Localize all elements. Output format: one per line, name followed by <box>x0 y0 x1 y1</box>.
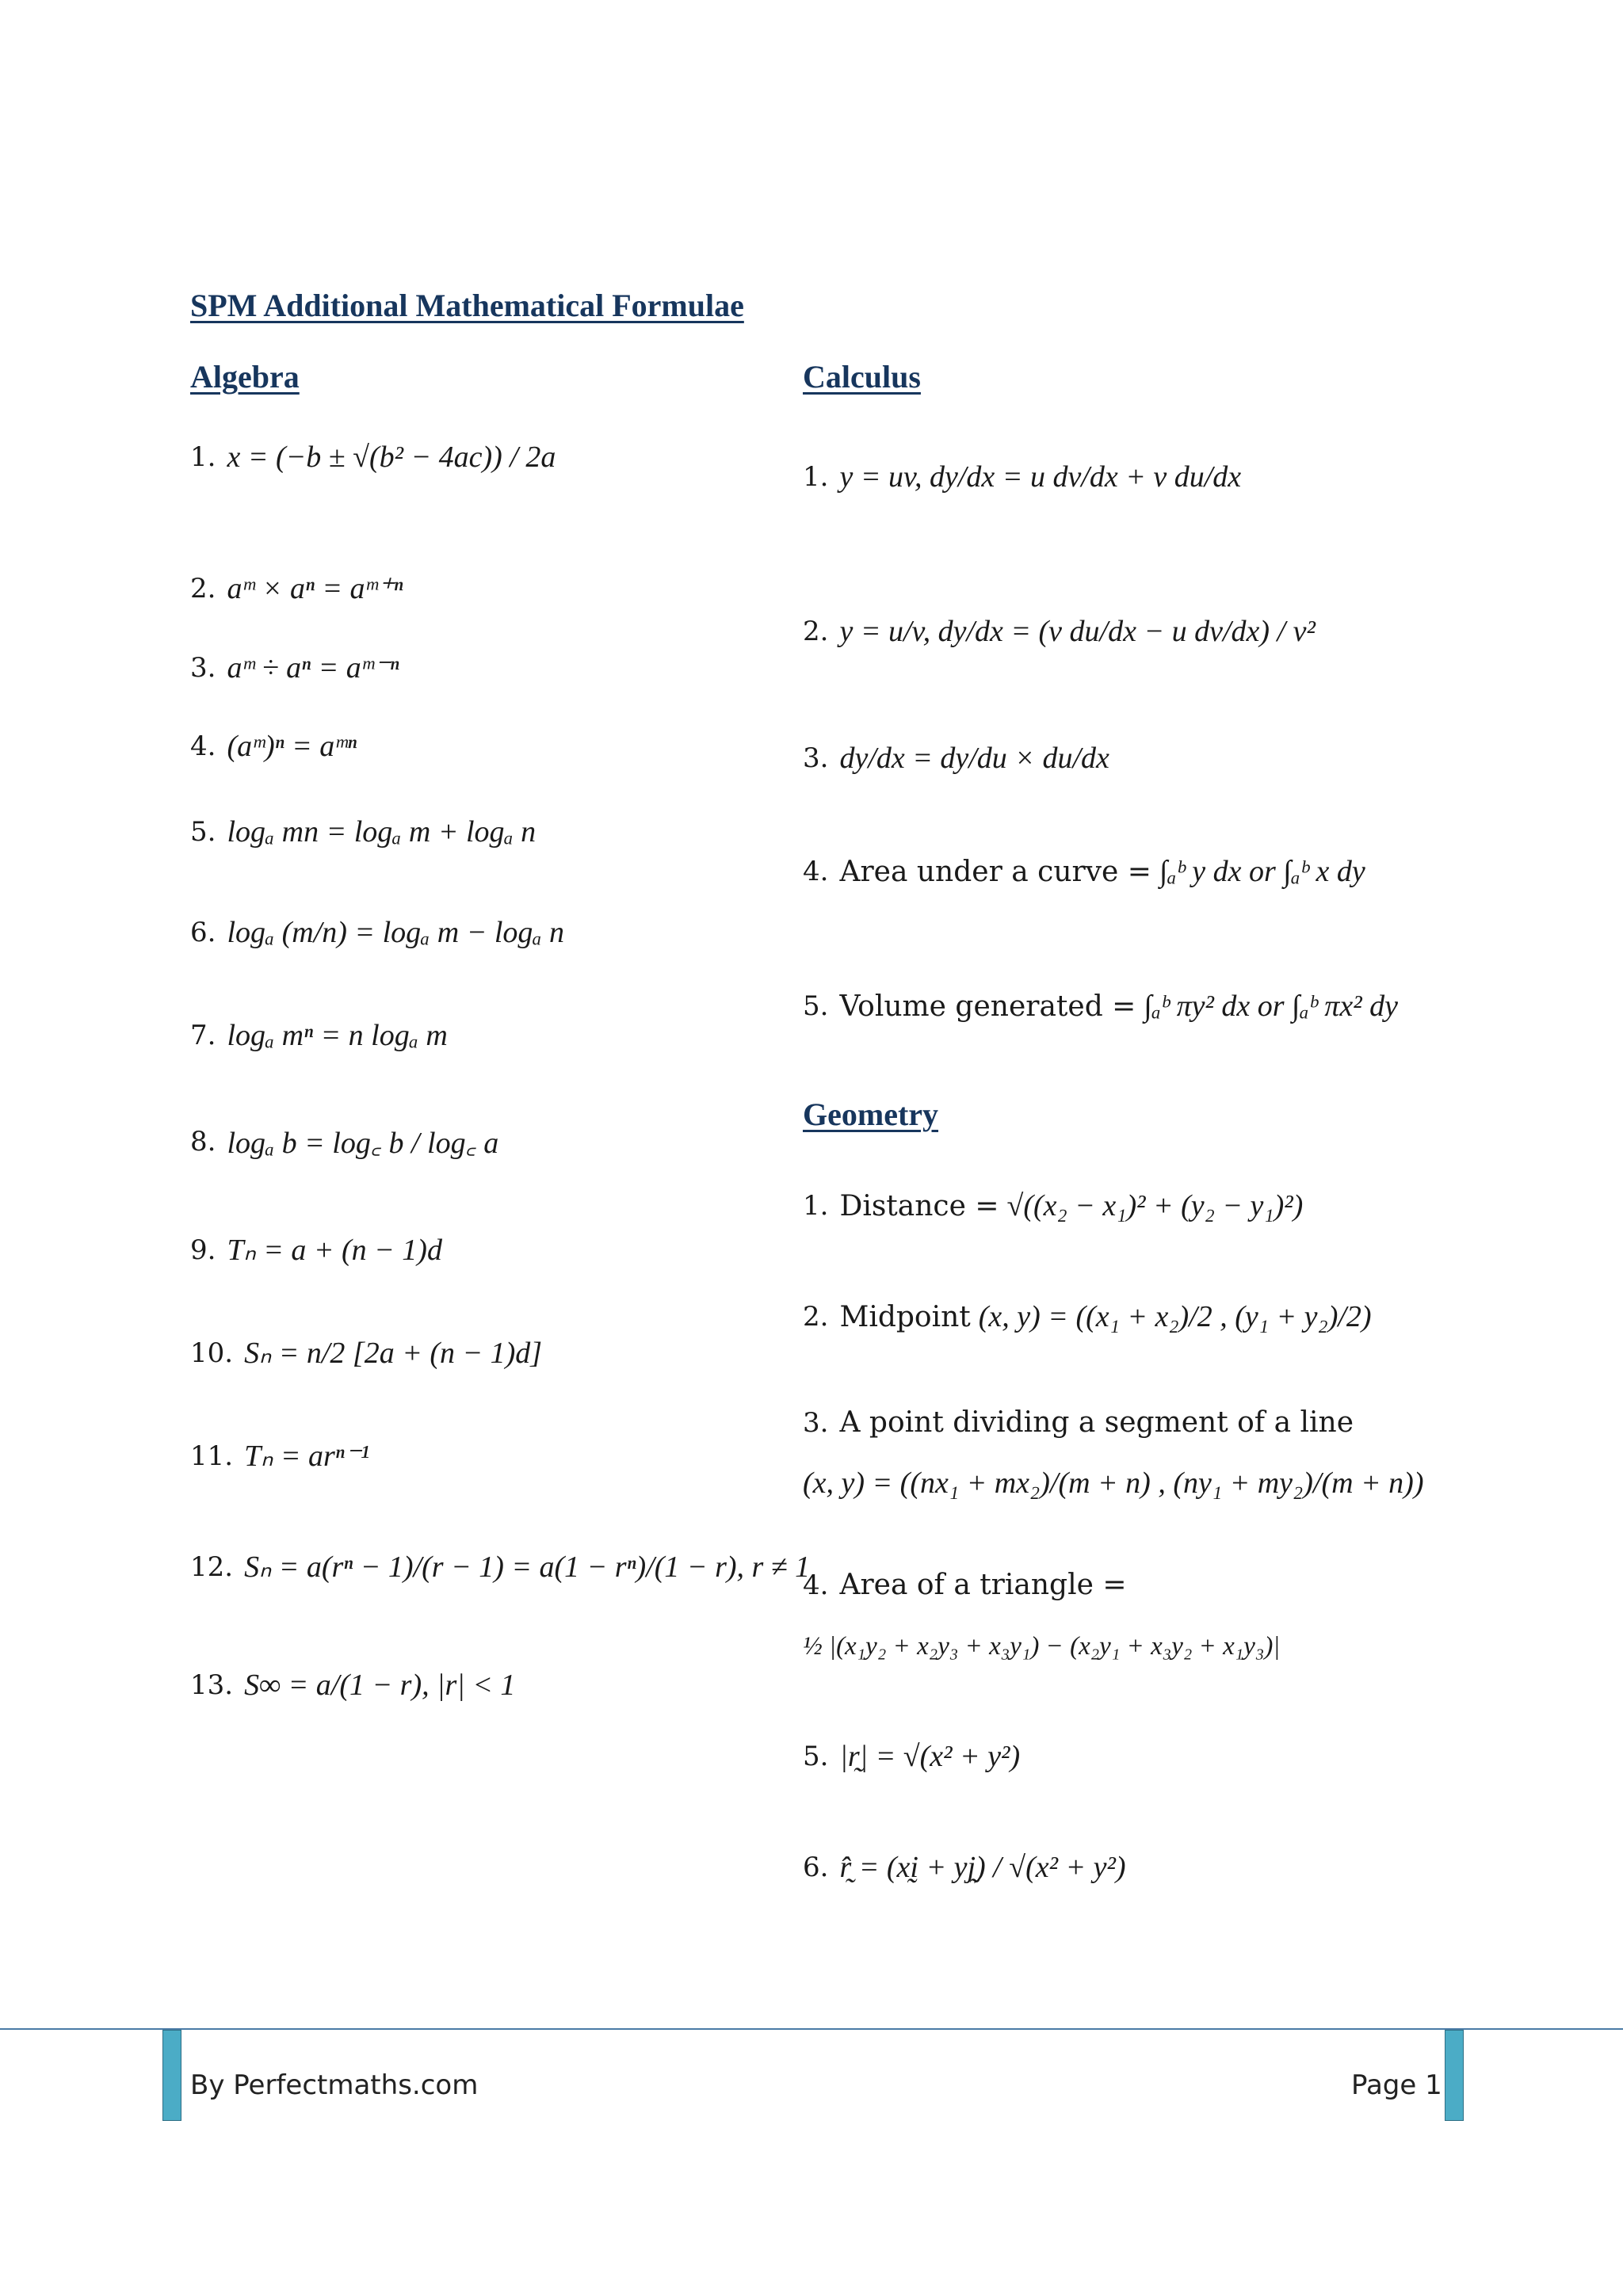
algebra-formula-9 <box>190 1232 442 1268</box>
formula-number: 11. <box>190 1440 234 1472</box>
formula-text: ½ |(x₁y₂ + x₂y₃ + x₃y₁) − (x₂y₁ + x₃y₂ + x₁y₃)| <box>803 1632 1281 1661</box>
formula-text: aᵐ × aⁿ = aᵐ⁺ⁿ <box>227 572 403 605</box>
footer-left-accent-bar <box>162 2030 181 2121</box>
geometry-formula-2 <box>803 1299 1372 1334</box>
formula-text: Sₙ = a(rⁿ − 1)/(r − 1) = a(1 − rⁿ)/(1 − r), r ≠ 1 <box>244 1550 811 1584</box>
algebra-formula-2 <box>190 570 403 606</box>
algebra-formula-6 <box>190 915 564 950</box>
formula-number: 2. <box>190 572 216 605</box>
calculus-formula-3 <box>803 741 1109 776</box>
calculus-formula-2 <box>803 614 1316 649</box>
formula-number: 5. <box>803 1741 829 1772</box>
algebra-formula-3 <box>190 650 399 685</box>
formula-text: Sₙ = n/2 [2a + (n − 1)d] <box>244 1337 543 1370</box>
formula-number: 2. <box>803 616 829 647</box>
formula-text: √((x₂ − x₁)² + (y₂ − y₁)²) <box>1006 1189 1304 1222</box>
formula-text: ∫ₐᵇ y dx or ∫ₐᵇ x dy <box>1159 855 1365 888</box>
formula-text: logₐ b = log꜀ b / log꜀ a <box>227 1127 499 1160</box>
calculus-formula-1 <box>803 460 1241 494</box>
formula-text: (x, y) = ((x₁ + x₂)/2 , (y₁ + y₂)/2) <box>978 1300 1372 1333</box>
formula-number: 5. <box>803 990 829 1022</box>
footer-page-number: Page 1 <box>1351 2069 1442 2101</box>
formula-number: 8. <box>190 1126 216 1158</box>
formula-label: Midpoint <box>839 1300 971 1333</box>
geometry-formula-1 <box>803 1188 1303 1223</box>
footer-source: By Perfectmaths.com <box>190 2069 479 2101</box>
algebra-heading: Algebra <box>190 359 300 395</box>
algebra-formula-4 <box>190 729 357 764</box>
formula-text: S∞ = a/(1 − r), |r| < 1 <box>244 1669 516 1702</box>
formula-text: aᵐ ÷ aⁿ = aᵐ⁻ⁿ <box>227 651 399 685</box>
calculus-formula-4 <box>803 854 1365 889</box>
formula-number: 6. <box>190 917 216 948</box>
formula-text: x = (−b ± √(b² − 4ac)) / 2a <box>227 441 556 474</box>
formula-number: 13. <box>190 1669 234 1701</box>
calculus-heading: Calculus <box>803 359 921 395</box>
algebra-formula-5 <box>190 814 536 849</box>
formula-text: r̰̂ = (xḭ + yj̰) / √(x² + y²) <box>839 1851 1126 1884</box>
geometry-formula-4 <box>803 1632 1280 1661</box>
formula-text: y = u/v, dy/dx = (v du/dx − u dv/dx) / v² <box>839 615 1316 648</box>
formula-number: 4. <box>803 1569 829 1601</box>
geometry-heading: Geometry <box>803 1097 939 1132</box>
geometry-formula-5 <box>803 1739 1020 1774</box>
footer-right-accent-bar <box>1445 2030 1464 2121</box>
algebra-formula-12 <box>190 1549 810 1585</box>
formula-number: 5. <box>190 816 216 848</box>
formula-text: logₐ mⁿ = n logₐ m <box>227 1019 448 1052</box>
formula-number: 12. <box>190 1550 234 1583</box>
formula-text: y = uv, dy/dx = u dv/dx + v du/dx <box>839 460 1242 494</box>
formula-label: Area of a triangle = <box>839 1569 1127 1601</box>
algebra-formula-13 <box>190 1668 515 1703</box>
formula-label: A point dividing a segment of a line <box>839 1406 1354 1439</box>
formula-number: 9. <box>190 1234 216 1266</box>
formula-text: logₐ mn = logₐ m + logₐ n <box>227 815 537 849</box>
formula-text: logₐ (m/n) = logₐ m − logₐ n <box>227 916 565 949</box>
formula-number: 6. <box>803 1852 829 1883</box>
formula-number: 1. <box>190 441 216 473</box>
formula-number: 2. <box>803 1301 829 1333</box>
formula-text: |r̰| = √(x² + y²) <box>839 1740 1021 1773</box>
footer-divider <box>0 2028 1623 2030</box>
formula-number: 3. <box>803 1406 829 1439</box>
algebra-formula-1 <box>190 440 556 475</box>
formula-text: Tₙ = arⁿ⁻¹ <box>244 1440 370 1473</box>
geometry-formula-4-label-line <box>803 1569 1135 1601</box>
formula-label: Area under a curve = <box>839 855 1151 888</box>
algebra-formula-8 <box>190 1121 498 1162</box>
formula-number: 1. <box>803 461 829 493</box>
formula-text: (x, y) = ((nx₁ + mx₂)/(m + n) , (ny₁ + my₂)/(m + n)) <box>803 1466 1424 1500</box>
formula-label: Volume generated = <box>839 990 1136 1023</box>
calculus-formula-5 <box>803 989 1398 1024</box>
formula-number: 4. <box>190 730 216 762</box>
formula-text: dy/dx = dy/du × du/dx <box>839 742 1109 775</box>
geometry-formula-6 <box>803 1850 1126 1885</box>
algebra-formula-11 <box>190 1438 369 1474</box>
formula-text: Tₙ = a + (n − 1)d <box>227 1234 442 1267</box>
formula-text: (aᵐ)ⁿ = aᵐⁿ <box>227 730 357 763</box>
geometry-formula-3-label-line <box>803 1406 1361 1439</box>
formula-number: 1. <box>803 1190 829 1222</box>
formula-number: 4. <box>803 856 829 887</box>
formula-number: 10. <box>190 1337 234 1369</box>
geometry-formula-3 <box>803 1466 1424 1501</box>
formula-number: 7. <box>190 1020 216 1051</box>
formula-text: ∫ₐᵇ πy² dx or ∫ₐᵇ πx² dy <box>1144 990 1398 1023</box>
algebra-formula-7 <box>190 1018 448 1053</box>
formula-number: 3. <box>190 651 216 684</box>
formula-number: 3. <box>803 742 829 774</box>
algebra-formula-10 <box>190 1335 542 1371</box>
formula-label: Distance = <box>839 1189 999 1222</box>
document-title: SPM Additional Mathematical Formulae <box>190 288 744 323</box>
